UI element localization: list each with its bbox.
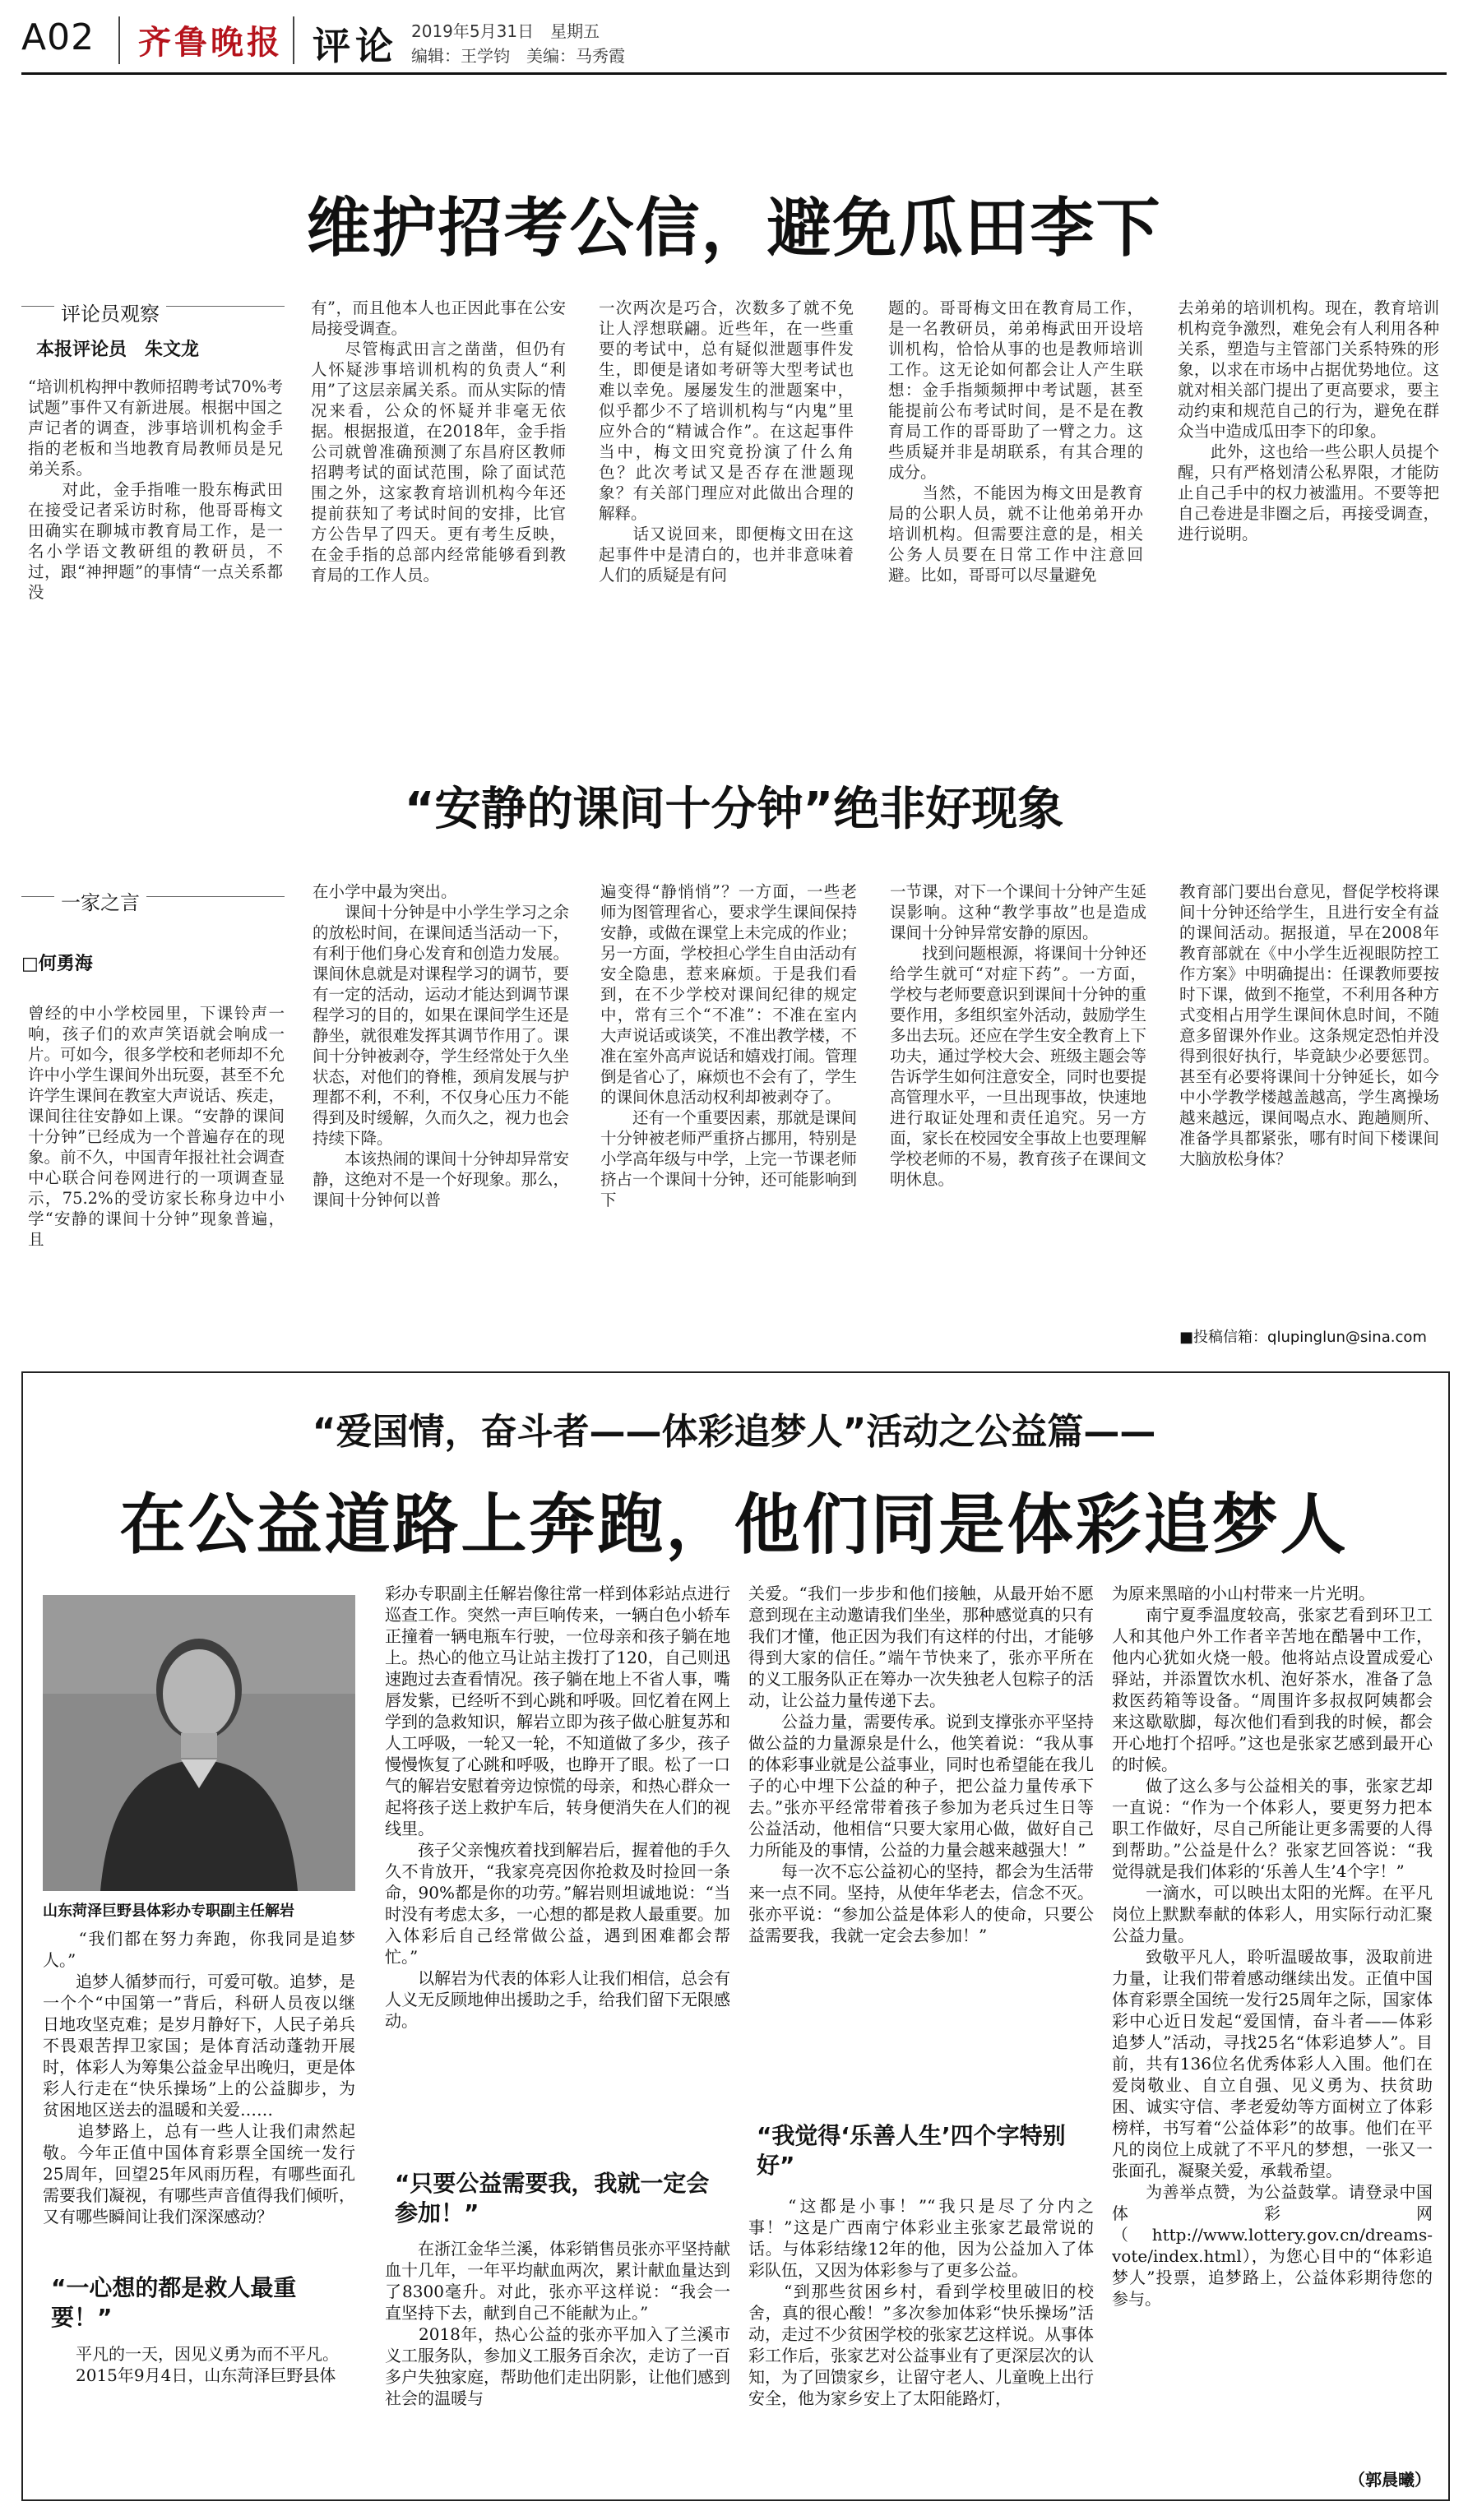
subheading-1: “一心想的都是救人最重要！” bbox=[51, 2274, 297, 2331]
page-code: A02 bbox=[21, 16, 95, 58]
column-label: 评论员观察 bbox=[54, 298, 166, 326]
article1-col1: “培训机构押中教师招聘考试70%考试题”事件又有新进展。根据中国之声记者的调查，涉事培训机构金手指的老板和当地教育局教师员是兄弟关系。 对此，金手指唯一股东梅武田在接受记者采访时称，他哥哥梅文田确实在聊城市教育局工作，是一名小学语文教研组的教研员，不过，跟“神押题”的事情“一点关系都没 bbox=[28, 377, 283, 602]
article3-col4: 为原来黑暗的小山村带来一片光明。 南宁夏季温度较高，张家艺看到环卫工人和其他户外工作者辛苦地在酷暑中工作，他内心犹如火烧一般。他将站点设置成爱心驿站，并添置饮水机、泡好茶水，准备了急救医药箱等设备。“周围许多叔叔阿姨都会来这歇歇脚，每次他们看到我的时候，都会开心地打个招呼。”这也是张家艺感到最开心的时候。 做了这么多与公益相关的事，张家艺却一直说：“作为一个体彩人，要更努力把本职工作做好，尽自己所能让更多需要的人得到帮助。”公益是什么？张家艺回答说：“我觉得就是我们体彩的‘乐善人生’4个字！” 一滴水，可以映出太阳的光辉。在平凡岗位上默默奉献的体彩人，用实际行动汇聚公益力量。 致敬平凡人，聆听温暖故事，汲取前进力量，让我们带着感动继续出发。正值中国体育彩票全国统一发行25周年之际，国家体彩中心近日发起“爱国情，奋斗者——体彩追梦人”活动，寻找25名“体彩追梦人”。目前，共有136位名优秀体彩人入围。他们在爱岗敬业、自立自强、见义勇为、扶贫助困、诚实守信、孝老爱幼等方面树立了体彩榜样，书写着“公益体彩”的故事。他们在平凡的岗位上成就了不平凡的梦想，一张又一张面孔，凝聚关爱，承载希望。 为善举点赞，为公益鼓掌。请登录中国体彩网（http://www.lottery.gov.cn/dreams-vote/index.html），为您心目中的“体彩追梦人”投票，追梦路上，公益体彩期待您的参与。 bbox=[1112, 1584, 1433, 2309]
issue-date: 2019年5月31日 星期五 bbox=[411, 21, 600, 41]
article3-col2: 彩办专职副主任解岩像往常一样到体彩站点进行巡查工作。突然一声巨响传来，一辆白色小轿车正撞着一辆电瓶车行驶，一位母亲和孩子躺在地上。热心的他立马让站主拨打了120，自己则迅速跑过去查看情况。孩子躺在地上不省人事，嘴唇发紫，已经听不到心跳和呼吸。回忆着在网上学到的急救知识，解岩立即为孩子做心脏复苏和人工呼吸，一轮又一轮，不知道做了多少，孩子慢慢恢复了心跳和呼吸，也睁开了眼。松了一口气的解岩安慰着旁边惊慌的母亲，和热心群众一起将孩子送上救护车后，转身便消失在人们的视线里。 孩子父亲愧疚着找到解岩后，握着他的手久久不肯放开，“我家亮亮因你抢救及时捡回一条命，90%都是你的功劳。”解岩则坦诚地说：“当时没有考虑太多，一心想的都是救人最重要。加入体彩后自己经常做公益，遇到困难都会帮忙。” 以解岩为代表的体彩人让我们相信，总会有人义无反顾地伸出援助之手，给我们留下无限感动。 bbox=[385, 1584, 730, 2031]
article3-col2-cont: 在浙江金华兰溪，体彩销售员张亦平坚持献血十几年，一年平均献血两次，累计献血量达到了8300毫升。对此，张亦平这样说：“我会一直坚持下去，献到自己不能献为止。” 2018年，热心公益的张亦平加入了兰溪市义工服务队，参加义工服务百余次，走访了一百多户失独家庭，帮助他们走出阴影，让他们感到社会的温暖与 bbox=[385, 2239, 730, 2408]
article1-title: 维护招考公信，避免瓜田李下 bbox=[306, 192, 1162, 266]
submission-contact: ■投稿信箱：qlupinglun@sina.com bbox=[1179, 1329, 1427, 1346]
editor-credits: 编辑：王学钧 美编：马秀霞 bbox=[411, 46, 625, 66]
article2-col4: 一节课，对下一个课间十分钟产生延误影响。这种“教学事故”也是造成课间十分钟异常安静的原因。 找到问题根源，将课间十分钟还给学生就可“对症下药”。一方面，学校与老师要意识到课间十分钟的重要作用，多组织室外活动，鼓励学生多出去玩。还应在学生安全教育上下功夫，通过学校大会、班级主题会等告诉学生如何注意安全，同时也要提高管理水平，一旦出现事故，快速地进行取证处理和责任追究。另一方面，家长在校园安全事故上也要理解学校老师的不易，教育孩子在课间文明休息。 bbox=[890, 882, 1146, 1189]
contact-email: 投稿信箱：qlupinglun@sina.com bbox=[1193, 1329, 1427, 1346]
photo-caption: 山东菏泽巨野县体彩办专职副主任解岩 bbox=[43, 1903, 294, 1920]
article3-kicker: “爱国情，奋斗者——体彩追梦人”活动之公益篇—— bbox=[312, 1411, 1156, 1453]
article1-col2: 有”，而且他本人也正因此事在公安局接受调查。 尽管梅武田言之凿凿，但仍有人怀疑涉事培训机构的负责人“利用”了这层亲属关系。而从实际的情况来看，公众的怀疑并非毫无依据。根据报道，在2018年，金手指公司就曾准确预测了东昌府区教师招聘考试的面试范围，除了面试范围之外，这家教育培训机构今年还提前获知了考试时间的安排，比官方公告早了四天。更有考生反映，在金手指的总部内经常能够看到教育局的工作人员。 bbox=[311, 298, 566, 585]
article3-author: （郭晨曦） bbox=[1349, 2470, 1431, 2490]
article3-col3: 关爱。“我们一步步和他们接触，从最开始不愿意到现在主动邀请我们坐坐，那种感觉真的只有我们才懂，他正因为我们有这样的付出，才能够得到大家的信任。”端午节快来了，张亦平所在的义工服务队正在筹办一次失独老人包粽子的活动，让公益力量传递下去。 公益力量，需要传承。说到支撑张亦平坚持做公益的力量源泉是什么，他笑着说：“我从事的体彩事业就是公益事业，同时也希望能在我儿子的心中埋下公益的种子，把公益力量传承下去。”张亦平经常带着孩子参加为老兵过生日等公益活动，他相信“只要大家用心做，做好自己力所能及的事情，公益的力量会越来越强大！” 每一次不忘公益初心的坚持，都会为生活带来一点不同。坚持，从使年华老去，信念不灭。张亦平说：“参加公益是体彩人的使命，只要公益需要我，我就一定会去参加！” bbox=[748, 1584, 1094, 1945]
column-label: 一家之言 bbox=[54, 886, 146, 915]
article3-col1-cont: 平凡的一天，因见义勇为而不平凡。 2015年9月4日，山东菏泽巨野县体 bbox=[75, 2344, 339, 2385]
masthead-divider bbox=[118, 16, 120, 64]
byline: □何勇海 bbox=[21, 954, 93, 974]
article1-col3: 一次两次是巧合，次数多了就不免让人浮想联翩。近些年，在一些重要的考试中，总有疑似泄题事件发生，即便是诸如考研等大型考试也难以幸免。屡屡发生的泄题案中，似乎都少不了培训机构与“内鬼”里应外合的“精诚合作”。在这起事件当中，梅文田究竟扮演了什么角色？此次考试又是否存在泄题现象？有关部门理应对此做出合理的解释。 话又说回来，即便梅文田在这起事件中是清白的，也并非意味着人们的质疑是有问 bbox=[599, 298, 854, 585]
subheading-2: “只要公益需要我，我就一定会参加！” bbox=[395, 2170, 710, 2226]
masthead-rule bbox=[21, 72, 1447, 75]
portrait-image bbox=[43, 1595, 355, 1891]
paper-logo: 齐鲁晚报 bbox=[138, 23, 283, 62]
byline-name: 何勇海 bbox=[38, 954, 93, 974]
article2-col3: 遍变得“静悄悄”？一方面，一些老师为图管理省心，要求学生课间保持安静，或做在课堂上未完成的作业；另一方面，学校担心学生自由活动有安全隐患，惹来麻烦。于是我们看到，在不少学校对课间纪律的规定中，常有三个“不准”：不准在室内大声说话或谈笑，不准出教学楼，不准在室外高声说话和嬉戏打闹。管理倒是省心了，麻烦也不会有了，学生的课间休息活动权利却被剥夺了。 还有一个重要因素，那就是课间十分钟被老师严重挤占挪用，特别是小学高年级与中学，上完一节课老师挤占一个课间十分钟，还可能影响到下 bbox=[600, 882, 857, 1209]
portrait-photo bbox=[43, 1595, 355, 1891]
article3-col3-cont: “这都是小事！”“我只是尽了分内之事！”这是广西南宁体彩业主张家艺最常说的话。与体彩结缘12年的他，因为公益加入了体彩队伍，又因为体彩参与了更多公益。 “到那些贫困乡村，看到学校里破旧的校舍，真的很心酸！”多次参加体彩“快乐操场”活动，走过不少贫困学校的张家艺这样说。从事体彩工作后，张家艺对公益事业有了更深层次的认知，为了回馈家乡，让留守老人、儿童晚上出行安全，他为家乡安上了太阳能路灯， bbox=[748, 2196, 1094, 2408]
section-title: 评论 bbox=[313, 24, 398, 68]
article1-col4: 题的。哥哥梅文田在教育局工作，是一名教研员，弟弟梅武田开设培训机构，恰恰从事的也是教师培训工作。这无论如何都会让人产生联想：金手指频频押中考试题，甚至能提前公布考试时间，是不是在教育局工作的哥哥助了一臂之力。这些质疑并非是胡联系，有其合理的成分。 当然，不能因为梅文田是教育局的公职人员，就不让他弟弟开办培训机构。但需要注意的是，相关公务人员要在日常工作中注意回避。比如，哥哥可以尽量避免 bbox=[888, 298, 1143, 585]
article2-title: “安静的课间十分钟”绝非好现象 bbox=[404, 783, 1064, 836]
masthead-divider bbox=[293, 16, 294, 64]
article3-col1-intro: “我们都在努力奔跑，你我同是追梦人。” 追梦人循梦而行，可爱可敬。追梦，是一个个“中国第一”背后，科研人员夜以继日地攻坚克难；是岁月静好下，人民子弟兵不畏艰苦捍卫家国；是体育活动蓬勃开展时，体彩人为筹集公益金早出晚归，更是体彩人行走在“快乐操场”上的公益脚步，为贫困地区送去的温暖和关爱…… 追梦路上，总有一些人让我们肃然起敬。今年正值中国体育彩票全国统一发行25周年，回望25年风雨历程，有哪些面孔需要我们凝视，有哪些声音值得我们倾听，又有哪些瞬间让我们深深感动？ bbox=[43, 1929, 355, 2226]
subheading-3: “我觉得‘乐善人生’四个字特别好” bbox=[757, 2122, 1066, 2179]
article2-col2: 在小学中最为突出。 课间十分钟是中小学生学习之余的放松时间，在课间适当活动一下，有利于他们身心发育和创造力发展。课间休息就是对课程学习的调节，要有一定的活动，运动才能达到调节课程学习的目的，如果在课间学生还是静坐，就很难发挥其调节作用了。课间十分钟被剥夺，学生经常处于久坐状态，对他们的脊椎，颈肩发展与护理都不利，不利，不仅身心压力不能得到及时缓解，久而久之，视力也会持续下降。 本该热闹的课间十分钟却异常安静，这绝对不是一个好现象。那么，课间十分钟何以普 bbox=[313, 882, 569, 1209]
article2-col5: 教育部门要出台意见，督促学校将课间十分钟还给学生，且进行安全有益的课间活动。据报道，早在2008年教育部就在《中小学生近视眼防控工作方案》中明确提出：任课教师要按时下课，做到不拖堂，不利用各种方式变相占用学生课间休息时间，不随意多留课外作业。这条规定恐怕并没得到很好执行，毕竟缺少必要惩罚。甚至有必要将课间十分钟延长，如今中小学教学楼越盖越高，学生离操场越来越远，课间喝点水、跑趟厕所、准备学具都紧张，哪有时间下楼课间大脑放松身体？ bbox=[1179, 882, 1439, 1168]
article1-col5: 去弟弟的培训机构。现在，教育培训机构竞争激烈，难免会有人利用各种关系，塑造与主管部门关系特殊的形象，以求在市场中占据优势地位。这就对相关部门提出了更高要求，要主动约束和规范自己的行为，避免在群众当中造成瓜田李下的印象。 此外，这也给一些公职人员提个醒，只有严格划清公私界限，才能防止自己手中的权力被滥用。不要等把自己卷进是非圈之后，再接受调查，进行说明。 bbox=[1178, 298, 1439, 543]
byline: 本报评论员 朱文龙 bbox=[36, 340, 200, 360]
article3-title: 在公益道路上奔跑，他们同是体彩追梦人 bbox=[119, 1487, 1349, 1563]
article2-col1: 曾经的中小学校园里，下课铃声一响，孩子们的欢声笑语就会响成一片。可如今，很多学校和老师却不允许中小学生课间外出玩耍，甚至不允许学生课间在教室大声说话、疾走，课间往往安静如上课。“安静的课间十分钟”已经成为一个普遍存在的现象。前不久，中国青年报社社会调查中心联合问卷网进行的一项调查显示，75.2%的受访家长称身边中小学“安静的课间十分钟”现象普遍，且 bbox=[28, 1004, 285, 1249]
